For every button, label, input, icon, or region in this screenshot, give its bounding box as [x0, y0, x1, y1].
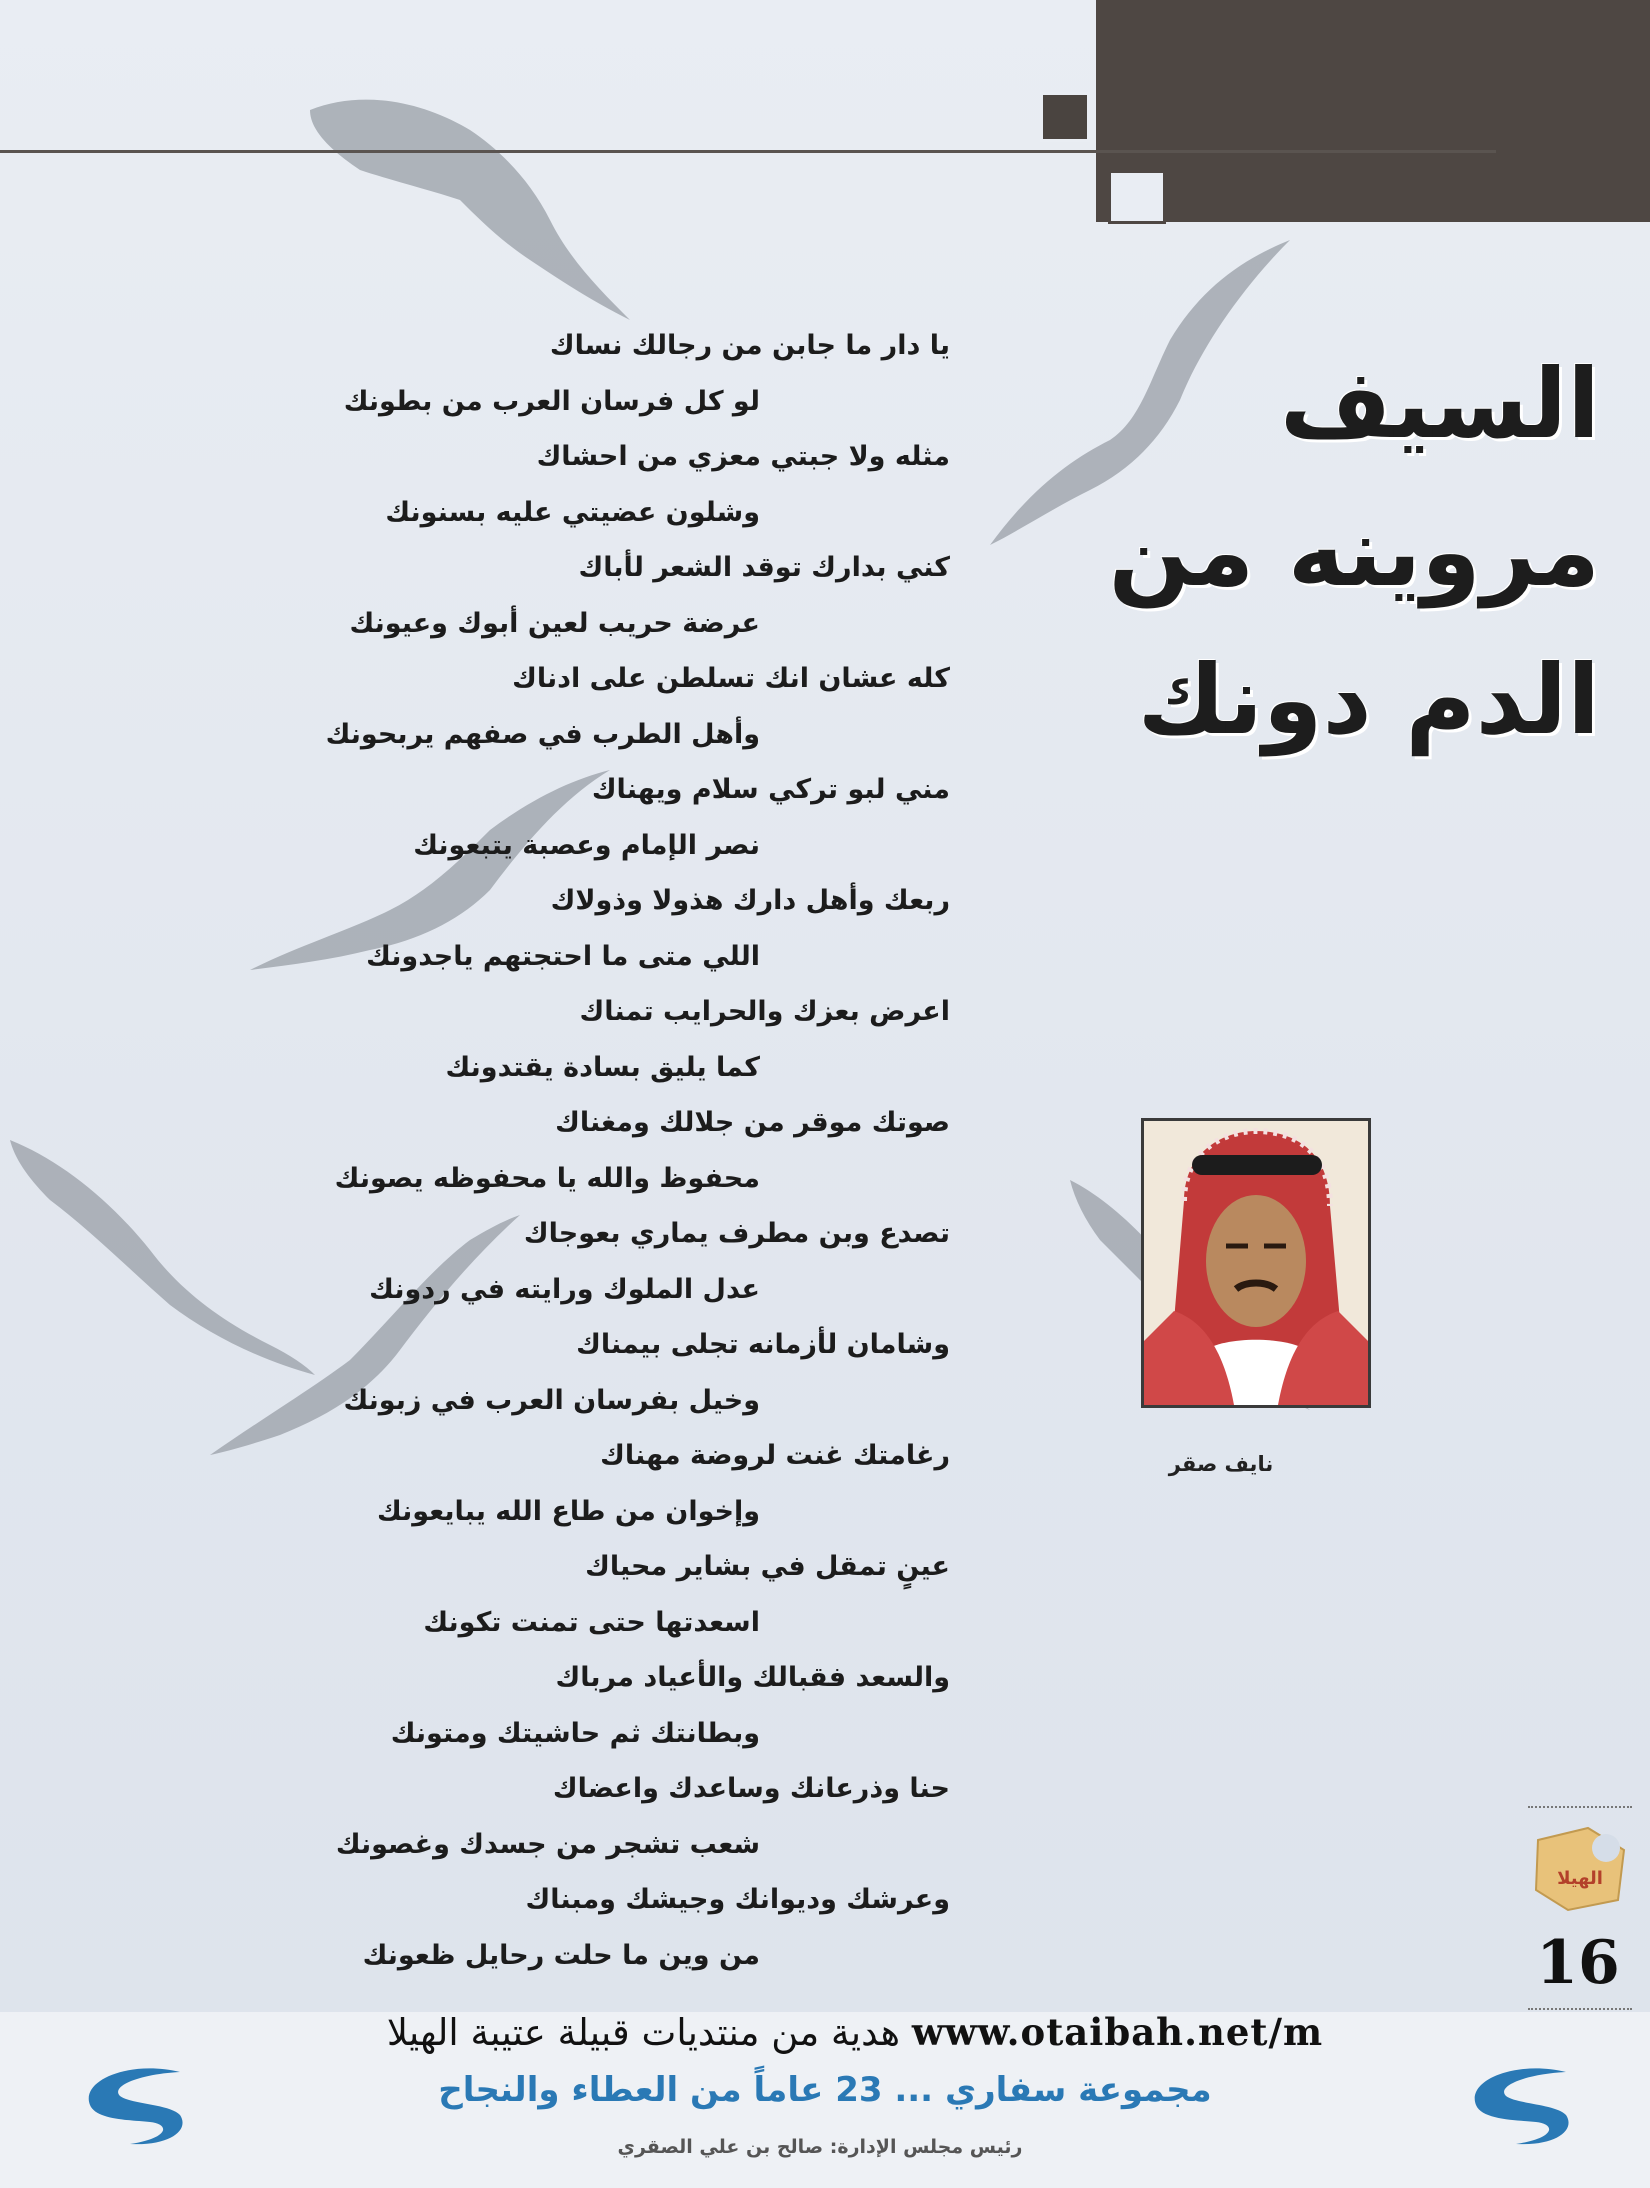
poet-name: نايف صقر — [1168, 1452, 1274, 1476]
poem-verse — [200, 1773, 980, 1829]
poem-verse-text: رغامتك غنت لروضة مهناك — [600, 1440, 950, 1471]
watermark — [240, 2010, 1470, 2054]
poem-verse — [200, 330, 980, 386]
poem-verse — [200, 1829, 980, 1885]
poem-verse-text: كما يليق بسادة يقتدونك — [445, 1051, 760, 1083]
poem-verse-text: اسعدتها حتى تمنت تكونك — [423, 1606, 760, 1638]
poem-verse — [200, 1496, 980, 1552]
poem-verse-text: وإخوان من طاع الله يبايعونك — [376, 1495, 760, 1527]
footer-chairman: رئيس مجلس الإدارة: صالح بن علي الصقري — [617, 2136, 1023, 2158]
poem-verse-text: وعرشك وديوانك وجيشك ومبناك — [525, 1884, 950, 1915]
poem-verse-text: حنا وذرعانك وساعدك واعضاك — [552, 1773, 950, 1804]
poem-verse-text: وأهل الطرب في صفهم يربحونك — [325, 718, 760, 750]
poem-verse — [200, 441, 980, 497]
poem-verse — [200, 497, 980, 553]
poem-verse-text: وخيل بفرسان العرب في زبونك — [343, 1384, 760, 1416]
poem-verse-text: تصدع وبن مطرف يماري بعوجاك — [523, 1218, 950, 1249]
poem-verse — [200, 1385, 980, 1441]
poet-portrait-image — [1144, 1121, 1368, 1405]
title-line-2: مروينه من — [1108, 496, 1600, 608]
poem-verse-text: ربعك وأهل دارك هذولا وذولاك — [550, 885, 950, 916]
poem-verse — [200, 996, 980, 1052]
poem-verse — [200, 1274, 980, 1330]
poet-photo — [1141, 1118, 1371, 1408]
footer-slogan: مجموعة سفاري ... 23 عاماً من العطاء والنجاح — [438, 2070, 1212, 2110]
bird-silhouette — [300, 70, 640, 330]
poem-verse — [200, 1607, 980, 1663]
poem-verse — [200, 719, 980, 775]
poem-verse — [200, 1052, 980, 1108]
poem-verse — [200, 774, 980, 830]
page-number: 16 — [1536, 1928, 1620, 1998]
poem-verse — [200, 1107, 980, 1163]
poem-verse-text: نصر الإمام وعصبة يتبعونك — [413, 829, 760, 861]
header-rule — [0, 150, 1496, 153]
poem-verse — [200, 1163, 980, 1219]
poem-verse-text: وبطانتك ثم حاشيتك ومتونك — [390, 1717, 760, 1749]
poem-verse-text: محفوظ والله يا محفوظه يصونك — [334, 1162, 760, 1194]
poem-verse-text: يا دار ما جابن من رجالك نساك — [549, 330, 950, 361]
magazine-logo — [1528, 1820, 1632, 1916]
poem-verse — [200, 608, 980, 664]
poem-verse — [200, 1551, 980, 1607]
logo-text: الهيلا — [1557, 1868, 1603, 1889]
poem-verse — [200, 552, 980, 608]
poem-verse — [200, 1329, 980, 1385]
title-line-1: السيف — [1279, 348, 1600, 460]
poem-verse-text: اعرض بعزك والحرايب تمناك — [579, 996, 950, 1027]
poem-verse-text: مني لبو تركي سلام ويهناك — [591, 774, 950, 805]
poem-verse — [200, 941, 980, 997]
poem-verse — [200, 663, 980, 719]
poem-verse-text: من وين ما حلت رحايل ظعونك — [362, 1939, 760, 1971]
poem-verse — [200, 1218, 980, 1274]
poem-verse-text: مثله ولا جبتي معزي من احشاك — [536, 441, 950, 472]
poem-verse-text: اللي متى ما احتجتهم ياجدونك — [366, 940, 760, 972]
poem-verse — [200, 830, 980, 886]
poem-verse-text: والسعد فقبالك والأعياد مرباك — [555, 1662, 950, 1693]
decorative-square-light — [1108, 170, 1166, 224]
poem-verse — [200, 1884, 980, 1940]
safari-logo-swoosh-right — [1456, 2060, 1576, 2150]
poem-verse — [200, 1440, 980, 1496]
poem-verse-text: لو كل فرسان العرب من بطونك — [343, 385, 760, 417]
poem-verse — [200, 1940, 980, 1996]
poem-verse — [200, 1662, 980, 1718]
poem-verse-text: عرضة حريب لعين أبوك وعيونك — [349, 607, 760, 639]
watermark-url[interactable]: www.otaibah.net/m — [911, 2010, 1324, 2054]
poem-verse-text: عدل الملوك ورايته في ردونك — [369, 1273, 760, 1305]
poem-body — [200, 330, 980, 1995]
watermark-text: هدية من منتديات قبيلة عتيبة الهيلا — [386, 2011, 901, 2054]
poem-verse-text: صوتك موقر من جلالك ومغناك — [555, 1107, 950, 1138]
poem-verse-text: كني بدارك توقد الشعر لأباك — [578, 552, 950, 583]
divider — [1528, 2008, 1632, 2010]
safari-logo-swoosh-left — [70, 2060, 190, 2150]
poem-verse — [200, 386, 980, 442]
header-block — [1096, 0, 1650, 222]
poem-verse-text: وشامان لأزمانه تجلى بيمناك — [576, 1329, 950, 1360]
title-line-3: الدم دونك — [1137, 644, 1600, 756]
poem-verse-text: كله عشان انك تسلطن على ادناك — [512, 663, 950, 694]
poem-verse-text: شعب تشجر من جسدك وغصونك — [335, 1828, 760, 1860]
poem-verse-text: وشلون عضيتي عليه بسنونك — [385, 496, 760, 528]
poem-verse — [200, 885, 980, 941]
divider — [1528, 1806, 1632, 1808]
poem-title — [1080, 330, 1600, 774]
decorative-square-dark — [1040, 92, 1090, 142]
poem-verse-text: عينٍ تمقل في بشاير محياك — [585, 1551, 950, 1582]
poem-verse — [200, 1718, 980, 1774]
